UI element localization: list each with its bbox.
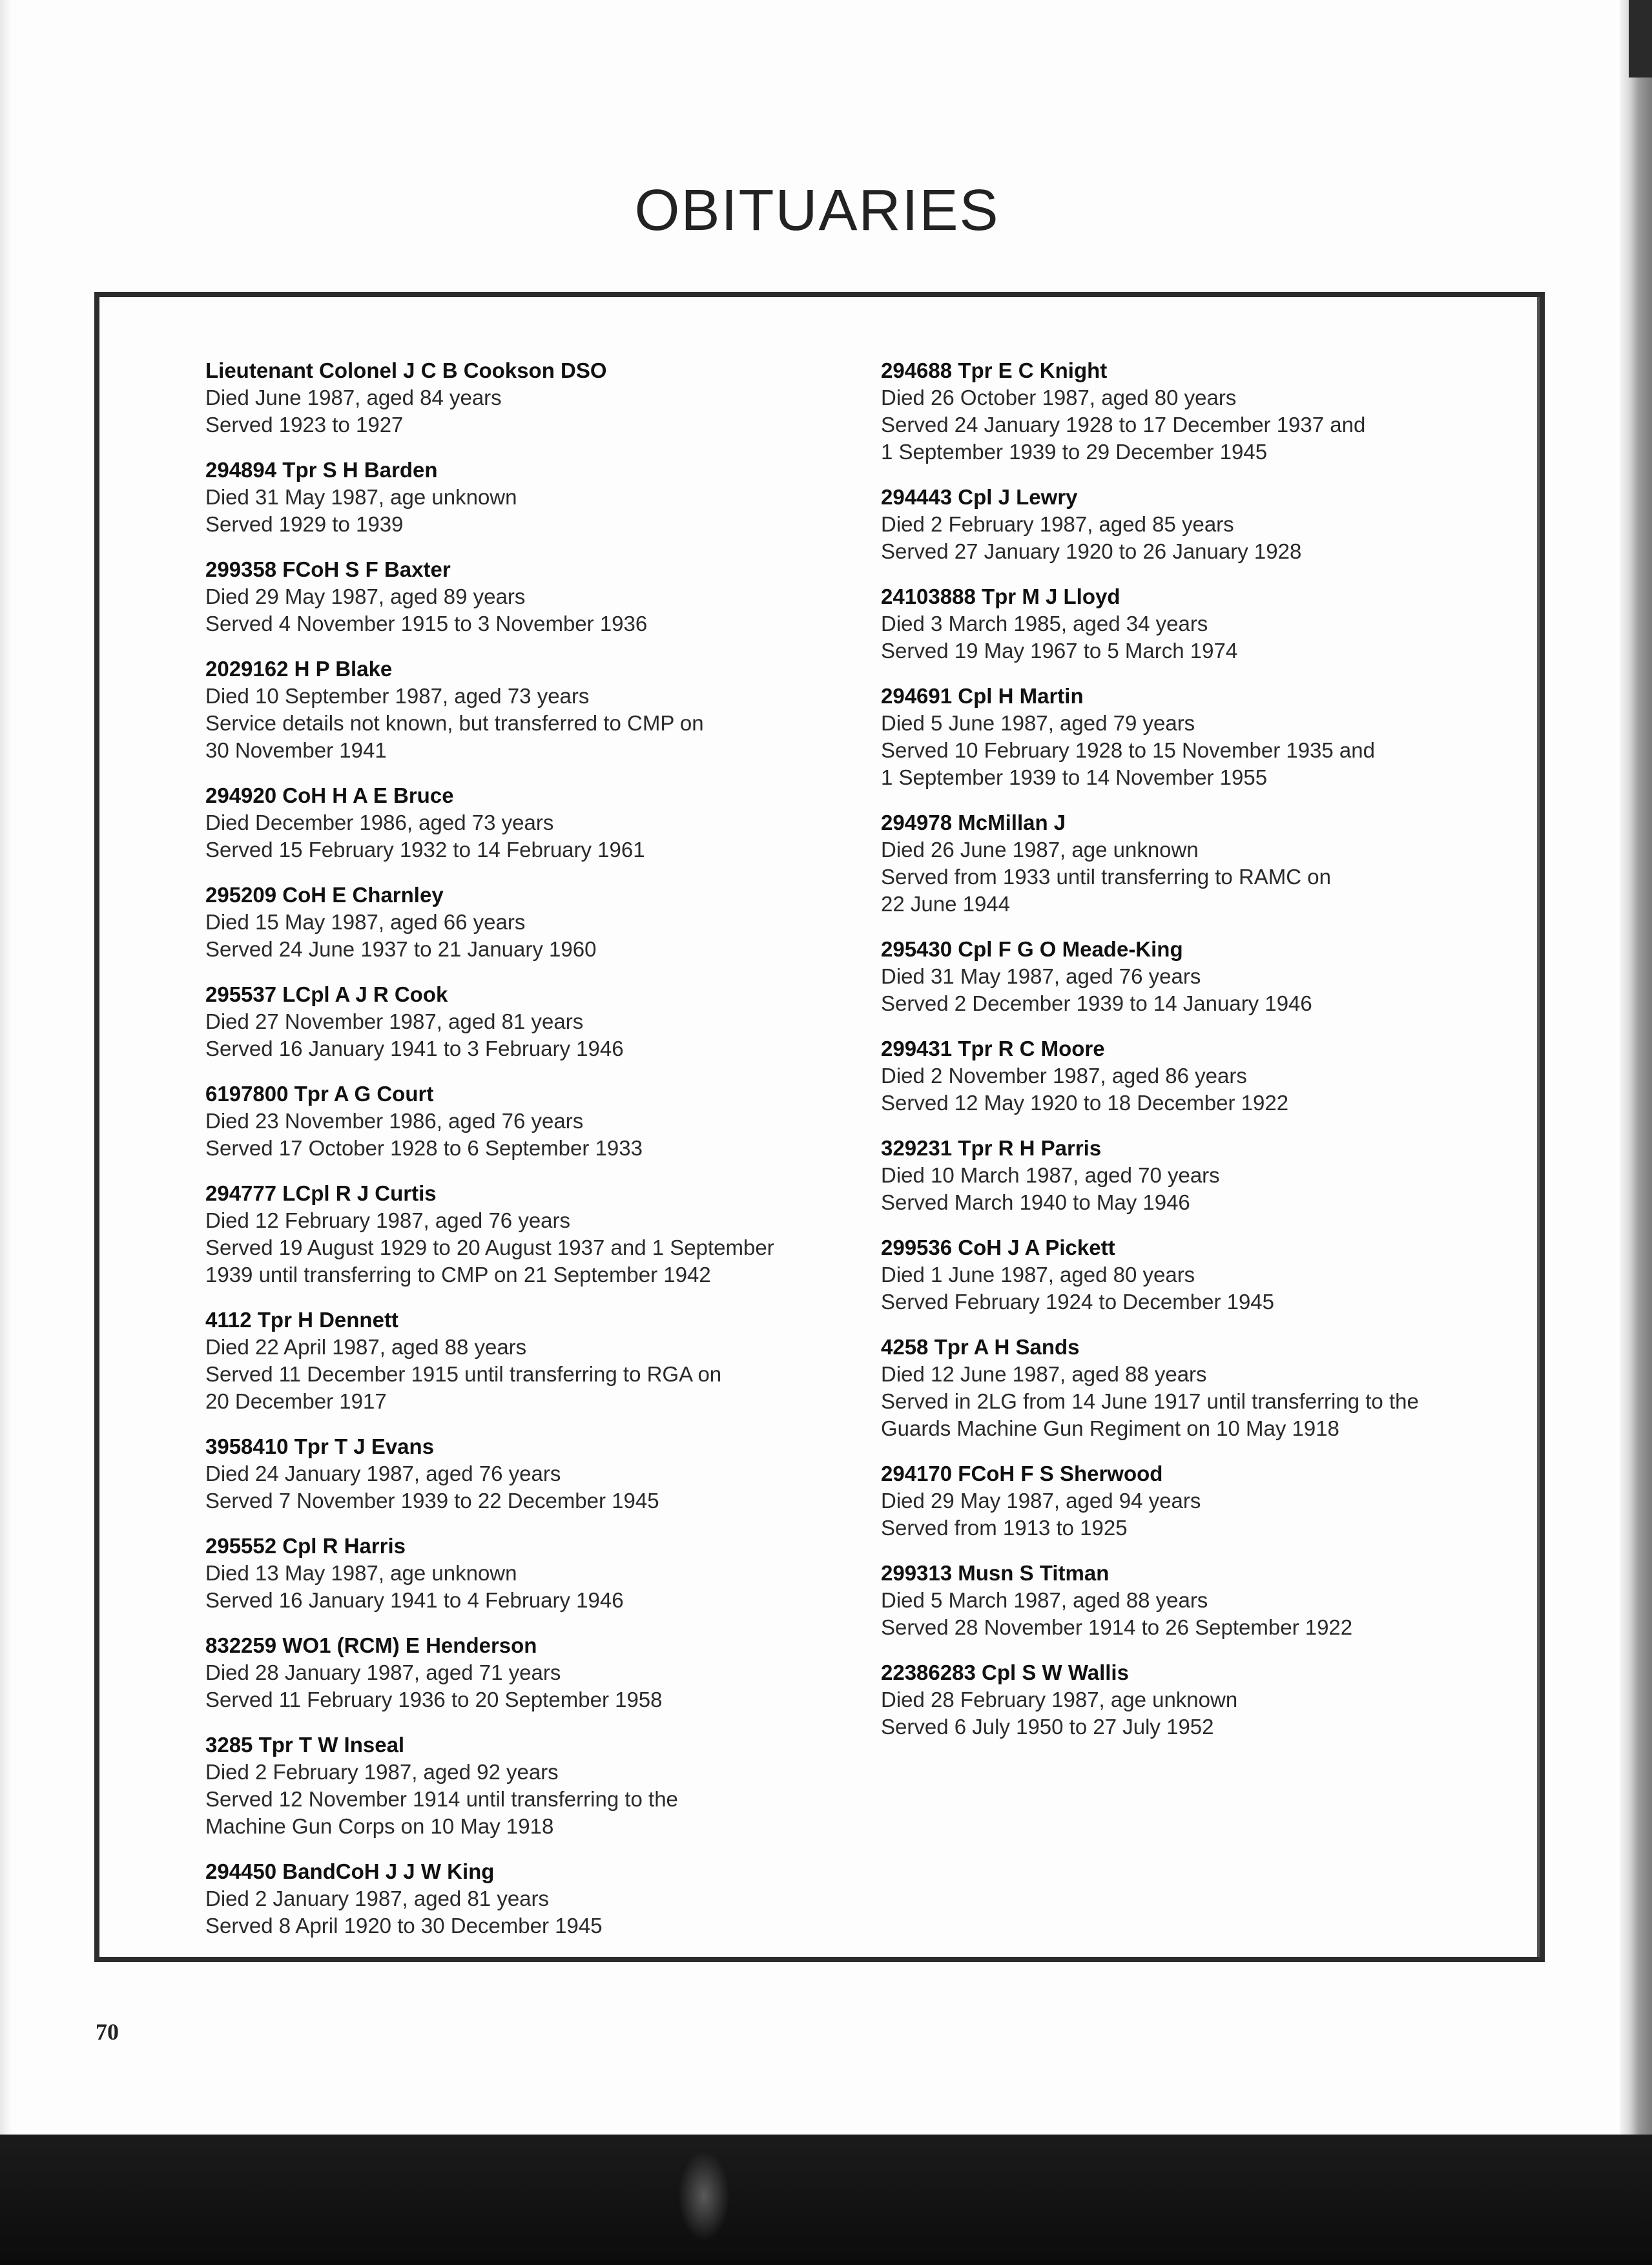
obituary-name: 4112 Tpr H Dennett: [205, 1308, 398, 1332]
obituary-name: 2029162 H P Blake: [205, 657, 393, 681]
obituary-detail: Died 31 May 1987, aged 76 years: [881, 964, 1201, 988]
obituary-name: 294777 LCpl R J Curtis: [205, 1181, 437, 1205]
obituary-detail: 30 November 1941: [205, 738, 387, 762]
obituary-detail: Served 1923 to 1927: [205, 413, 404, 437]
scan-glare: [678, 2151, 730, 2241]
obituary-entry: [881, 484, 1533, 565]
obituary-entry: [205, 1858, 858, 1939]
obituary-detail: Died 10 September 1987, aged 73 years: [205, 684, 590, 708]
obituary-detail: Served from 1933 until transferring to RAMC on: [881, 865, 1331, 889]
obituary-detail: 1 September 1939 to 14 November 1955: [881, 765, 1268, 789]
obituary-entry: [881, 1460, 1533, 1542]
scan-bottom-band: [0, 2135, 1652, 2265]
obituary-detail: Died 24 January 1987, aged 76 years: [205, 1462, 561, 1485]
obituary-detail: Died 28 February 1987, age unknown: [881, 1688, 1238, 1712]
obituary-detail: Service details not known, but transferred to CMP on: [205, 711, 704, 735]
obituary-detail: Served 12 May 1920 to 18 December 1922: [881, 1091, 1289, 1115]
obituary-name: 295430 Cpl F G O Meade-King: [881, 937, 1183, 961]
obituary-detail: Guards Machine Gun Regiment on 10 May 1918: [881, 1416, 1339, 1440]
obituary-entry: [881, 1560, 1533, 1641]
obituary-name: 294450 BandCoH J J W King: [205, 1859, 495, 1883]
obituary-detail: Died December 1986, aged 73 years: [205, 811, 554, 834]
obituary-detail: Served 15 February 1932 to 14 February 1961: [205, 838, 645, 862]
obituary-name: 295552 Cpl R Harris: [205, 1534, 406, 1558]
obituary-entry: [205, 1180, 858, 1288]
obituary-detail: Served 4 November 1915 to 3 November 1936: [205, 612, 648, 636]
obituary-name: 329231 Tpr R H Parris: [881, 1136, 1102, 1160]
obituary-detail: Served from 1913 to 1925: [881, 1516, 1128, 1540]
obituary-detail: Died 3 March 1985, aged 34 years: [881, 612, 1208, 636]
obituary-detail: Served 19 August 1929 to 20 August 1937 and 1 September: [205, 1236, 774, 1259]
obituary-name: 294443 Cpl J Lewry: [881, 485, 1078, 509]
obituary-detail: Served 16 January 1941 to 4 February 1946: [205, 1588, 624, 1612]
obituary-entry: [205, 1533, 858, 1614]
obituary-entry: [205, 882, 858, 963]
obituary-detail: Served 17 October 1928 to 6 September 1933: [205, 1136, 643, 1160]
obituary-name: 299431 Tpr R C Moore: [881, 1037, 1105, 1060]
obituary-detail: Served 12 November 1914 until transferring to the: [205, 1787, 678, 1811]
obituary-detail: Died 1 June 1987, aged 80 years: [881, 1263, 1195, 1287]
obituary-entry: [205, 1081, 858, 1162]
obituary-name: 294894 Tpr S H Barden: [205, 458, 438, 482]
obituary-entry: [205, 1632, 858, 1713]
obituary-name: 294170 FCoH F S Sherwood: [881, 1462, 1163, 1485]
obituary-entry: [881, 583, 1533, 665]
page-title: OBITUARIES: [634, 178, 1000, 243]
obituary-name: 3958410 Tpr T J Evans: [205, 1434, 435, 1458]
obituary-detail: Died 29 May 1987, aged 94 years: [881, 1489, 1201, 1513]
obituary-name: 22386283 Cpl S W Wallis: [881, 1660, 1129, 1684]
obituary-detail: Died 31 May 1987, age unknown: [205, 485, 517, 509]
obituary-detail: Died 26 October 1987, aged 80 years: [881, 386, 1237, 409]
obituary-detail: Died 5 June 1987, aged 79 years: [881, 711, 1195, 735]
obituary-detail: Died 15 May 1987, aged 66 years: [205, 910, 526, 934]
obituary-detail: Died June 1987, aged 84 years: [205, 386, 502, 409]
obituary-entry: [881, 1035, 1533, 1117]
obituary-entry: [881, 357, 1533, 466]
obituary-entry: [881, 936, 1533, 1017]
obituary-detail: Died 2 February 1987, aged 85 years: [881, 512, 1234, 536]
obituary-entry: [881, 809, 1533, 918]
obituary-entry: [205, 556, 858, 637]
obituary-name: 299358 FCoH S F Baxter: [205, 557, 451, 581]
obituary-detail: Served 24 June 1937 to 21 January 1960: [205, 937, 597, 961]
obituary-detail: Died 12 February 1987, aged 76 years: [205, 1208, 571, 1232]
obituary-detail: Died 2 February 1987, aged 92 years: [205, 1760, 559, 1784]
obituary-entry: [881, 1135, 1533, 1216]
obituary-name: 24103888 Tpr M J Lloyd: [881, 584, 1120, 608]
obituary-entry: [881, 683, 1533, 791]
obituary-name: 295209 CoH E Charnley: [205, 883, 444, 907]
obituary-name: 299313 Musn S Titman: [881, 1561, 1110, 1585]
page-right-edge: [1620, 0, 1652, 2265]
obituary-detail: Served 19 May 1967 to 5 March 1974: [881, 639, 1238, 663]
obituary-detail: Served in 2LG from 14 June 1917 until transferring to the: [881, 1389, 1419, 1413]
obituary-detail: Died 27 November 1987, aged 81 years: [205, 1009, 584, 1033]
obituary-detail: Died 12 June 1987, aged 88 years: [881, 1362, 1207, 1386]
obituary-detail: Died 29 May 1987, aged 89 years: [205, 584, 526, 608]
obituary-detail: Served March 1940 to May 1946: [881, 1190, 1190, 1214]
obituary-entry: [881, 1234, 1533, 1316]
obituary-name: 4258 Tpr A H Sands: [881, 1335, 1080, 1359]
obituary-detail: Served 16 January 1941 to 3 February 1946: [205, 1037, 624, 1060]
obituary-detail: 22 June 1944: [881, 892, 1011, 916]
obituary-detail: 1939 until transferring to CMP on 21 September 1942: [205, 1263, 711, 1287]
obituary-entry: [881, 1659, 1533, 1741]
obituary-name: 299536 CoH J A Pickett: [881, 1236, 1115, 1259]
obituary-detail: Died 26 June 1987, age unknown: [881, 838, 1199, 862]
obituary-name: 295537 LCpl A J R Cook: [205, 982, 448, 1006]
obituary-detail: Died 2 November 1987, aged 86 years: [881, 1064, 1247, 1088]
obituary-detail: Died 2 January 1987, aged 81 years: [205, 1887, 550, 1910]
obituary-entry: [205, 1732, 858, 1840]
obituary-detail: Died 10 March 1987, aged 70 years: [881, 1163, 1220, 1187]
obituaries-column-right: [881, 357, 1533, 1759]
obituary-name: 294691 Cpl H Martin: [881, 684, 1084, 708]
obituaries-column-left: [205, 357, 858, 1958]
obituary-detail: Machine Gun Corps on 10 May 1918: [205, 1814, 554, 1838]
obituary-name: Lieutenant Colonel J C B Cookson DSO: [205, 358, 607, 382]
obituary-entry: [205, 782, 858, 864]
obituary-detail: 1 September 1939 to 29 December 1945: [881, 440, 1268, 464]
page-right-edge-top: [1629, 0, 1652, 78]
obituary-name: 294688 Tpr E C Knight: [881, 358, 1108, 382]
obituary-entry: [205, 357, 858, 439]
obituary-detail: Served 6 July 1950 to 27 July 1952: [881, 1715, 1214, 1739]
obituary-entry: [205, 981, 858, 1062]
obituary-detail: Died 13 May 1987, age unknown: [205, 1561, 517, 1585]
obituary-detail: Served 11 December 1915 until transferring to RGA on: [205, 1362, 722, 1386]
obituary-entry: [205, 457, 858, 538]
obituary-entry: [205, 1433, 858, 1515]
obituary-detail: Served 10 February 1928 to 15 November 1935 and: [881, 738, 1375, 762]
obituary-entry: [881, 1334, 1533, 1442]
obituary-detail: Served 28 November 1914 to 26 September 1922: [881, 1615, 1353, 1639]
obituary-entry: [205, 656, 858, 764]
obituary-detail: Served 1929 to 1939: [205, 512, 404, 536]
obituary-detail: Served 24 January 1928 to 17 December 1937 and: [881, 413, 1366, 437]
obituary-name: 294920 CoH H A E Bruce: [205, 783, 454, 807]
page-left-shadow: [0, 0, 12, 2265]
obituary-entry: [205, 1307, 858, 1415]
obituary-detail: Died 5 March 1987, aged 88 years: [881, 1588, 1208, 1612]
obituary-detail: 20 December 1917: [205, 1389, 387, 1413]
page-number: 70: [96, 2019, 119, 2045]
obituary-name: 3285 Tpr T W Inseal: [205, 1733, 405, 1757]
obituary-detail: Died 22 April 1987, aged 88 years: [205, 1335, 527, 1359]
obituary-detail: Served 8 April 1920 to 30 December 1945: [205, 1914, 603, 1938]
obituary-detail: Served 27 January 1920 to 26 January 1928: [881, 539, 1302, 563]
obituary-detail: Died 23 November 1986, aged 76 years: [205, 1109, 584, 1133]
obituary-detail: Served 7 November 1939 to 22 December 1945: [205, 1489, 659, 1513]
obituary-detail: Served 2 December 1939 to 14 January 1946: [881, 991, 1312, 1015]
obituary-detail: Died 28 January 1987, aged 71 years: [205, 1660, 561, 1684]
obituary-name: 6197800 Tpr A G Court: [205, 1082, 434, 1106]
obituary-name: 294978 McMillan J: [881, 811, 1066, 834]
obituary-name: 832259 WO1 (RCM) E Henderson: [205, 1633, 537, 1657]
obituary-detail: Served February 1924 to December 1945: [881, 1290, 1275, 1314]
obituary-detail: Served 11 February 1936 to 20 September 1958: [205, 1688, 663, 1712]
